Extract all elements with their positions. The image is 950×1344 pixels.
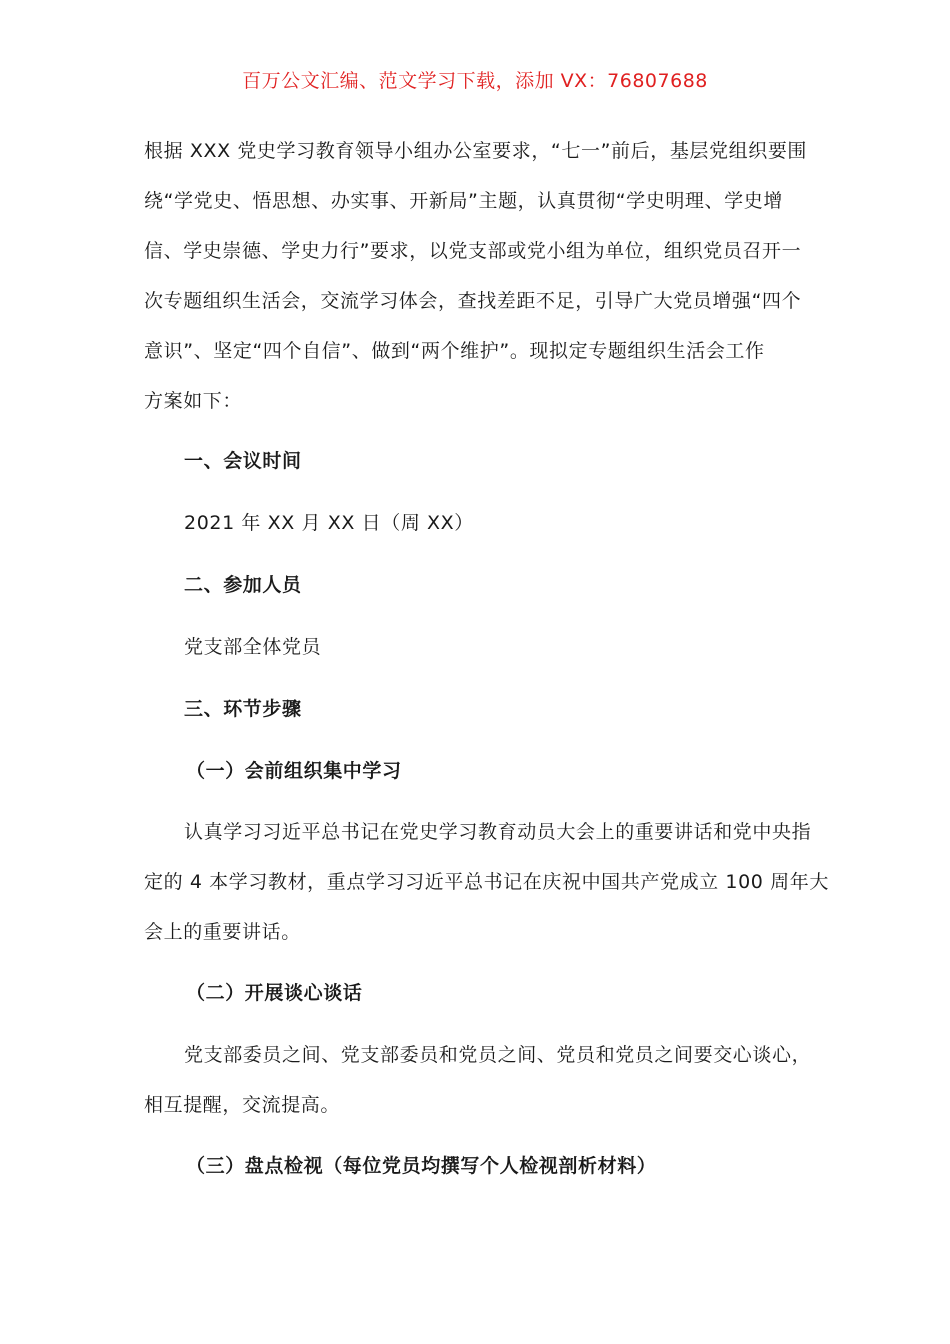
subsection-heading-review: （三）盘点检视（每位党员均撰写个人检视剖析材料）	[186, 1155, 657, 1177]
intro-line: 信、学史崇德、学史力行”要求，以党支部或党小组为单位，组织党员召开一	[144, 240, 802, 262]
paragraph-line: 定的 4 本学习教材，重点学习习近平总书记在庆祝中国共产党成立 100 周年大	[144, 871, 829, 893]
header-banner: 百万公文汇编、范文学习下载，添加 VX：76807688	[242, 70, 708, 92]
intro-line: 根据 XXX 党史学习教育领导小组办公室要求，“七一”前后，基层党组织要围	[144, 140, 808, 162]
subsection-heading-talks: （二）开展谈心谈话	[186, 982, 363, 1004]
paragraph-line: 党支部委员之间、党支部委员和党员之间、党员和党员之间要交心谈心，	[184, 1044, 812, 1066]
section-heading-steps: 三、环节步骤	[184, 698, 302, 720]
meeting-time: 2021 年 XX 月 XX 日（周 XX）	[184, 512, 474, 534]
section-heading-attendees: 二、参加人员	[184, 574, 302, 596]
intro-line: 方案如下：	[144, 390, 243, 412]
intro-line: 绕“学党史、悟思想、办实事、开新局”主题，认真贯彻“学史明理、学史增	[144, 190, 783, 212]
attendees: 党支部全体党员	[184, 636, 322, 658]
subsection-heading-study: （一）会前组织集中学习	[186, 760, 402, 782]
paragraph-line: 会上的重要讲话。	[144, 921, 301, 943]
paragraph-line: 相互提醒，交流提高。	[144, 1094, 341, 1116]
section-heading-time: 一、会议时间	[184, 450, 302, 472]
intro-line: 次专题组织生活会，交流学习体会，查找差距不足，引导广大党员增强“四个	[144, 290, 802, 312]
paragraph-line: 认真学习习近平总书记在党史学习教育动员大会上的重要讲话和党中央指	[184, 821, 812, 843]
intro-line: 意识”、坚定“四个自信”、做到“两个维护”。现拟定专题组织生活会工作	[144, 340, 765, 362]
